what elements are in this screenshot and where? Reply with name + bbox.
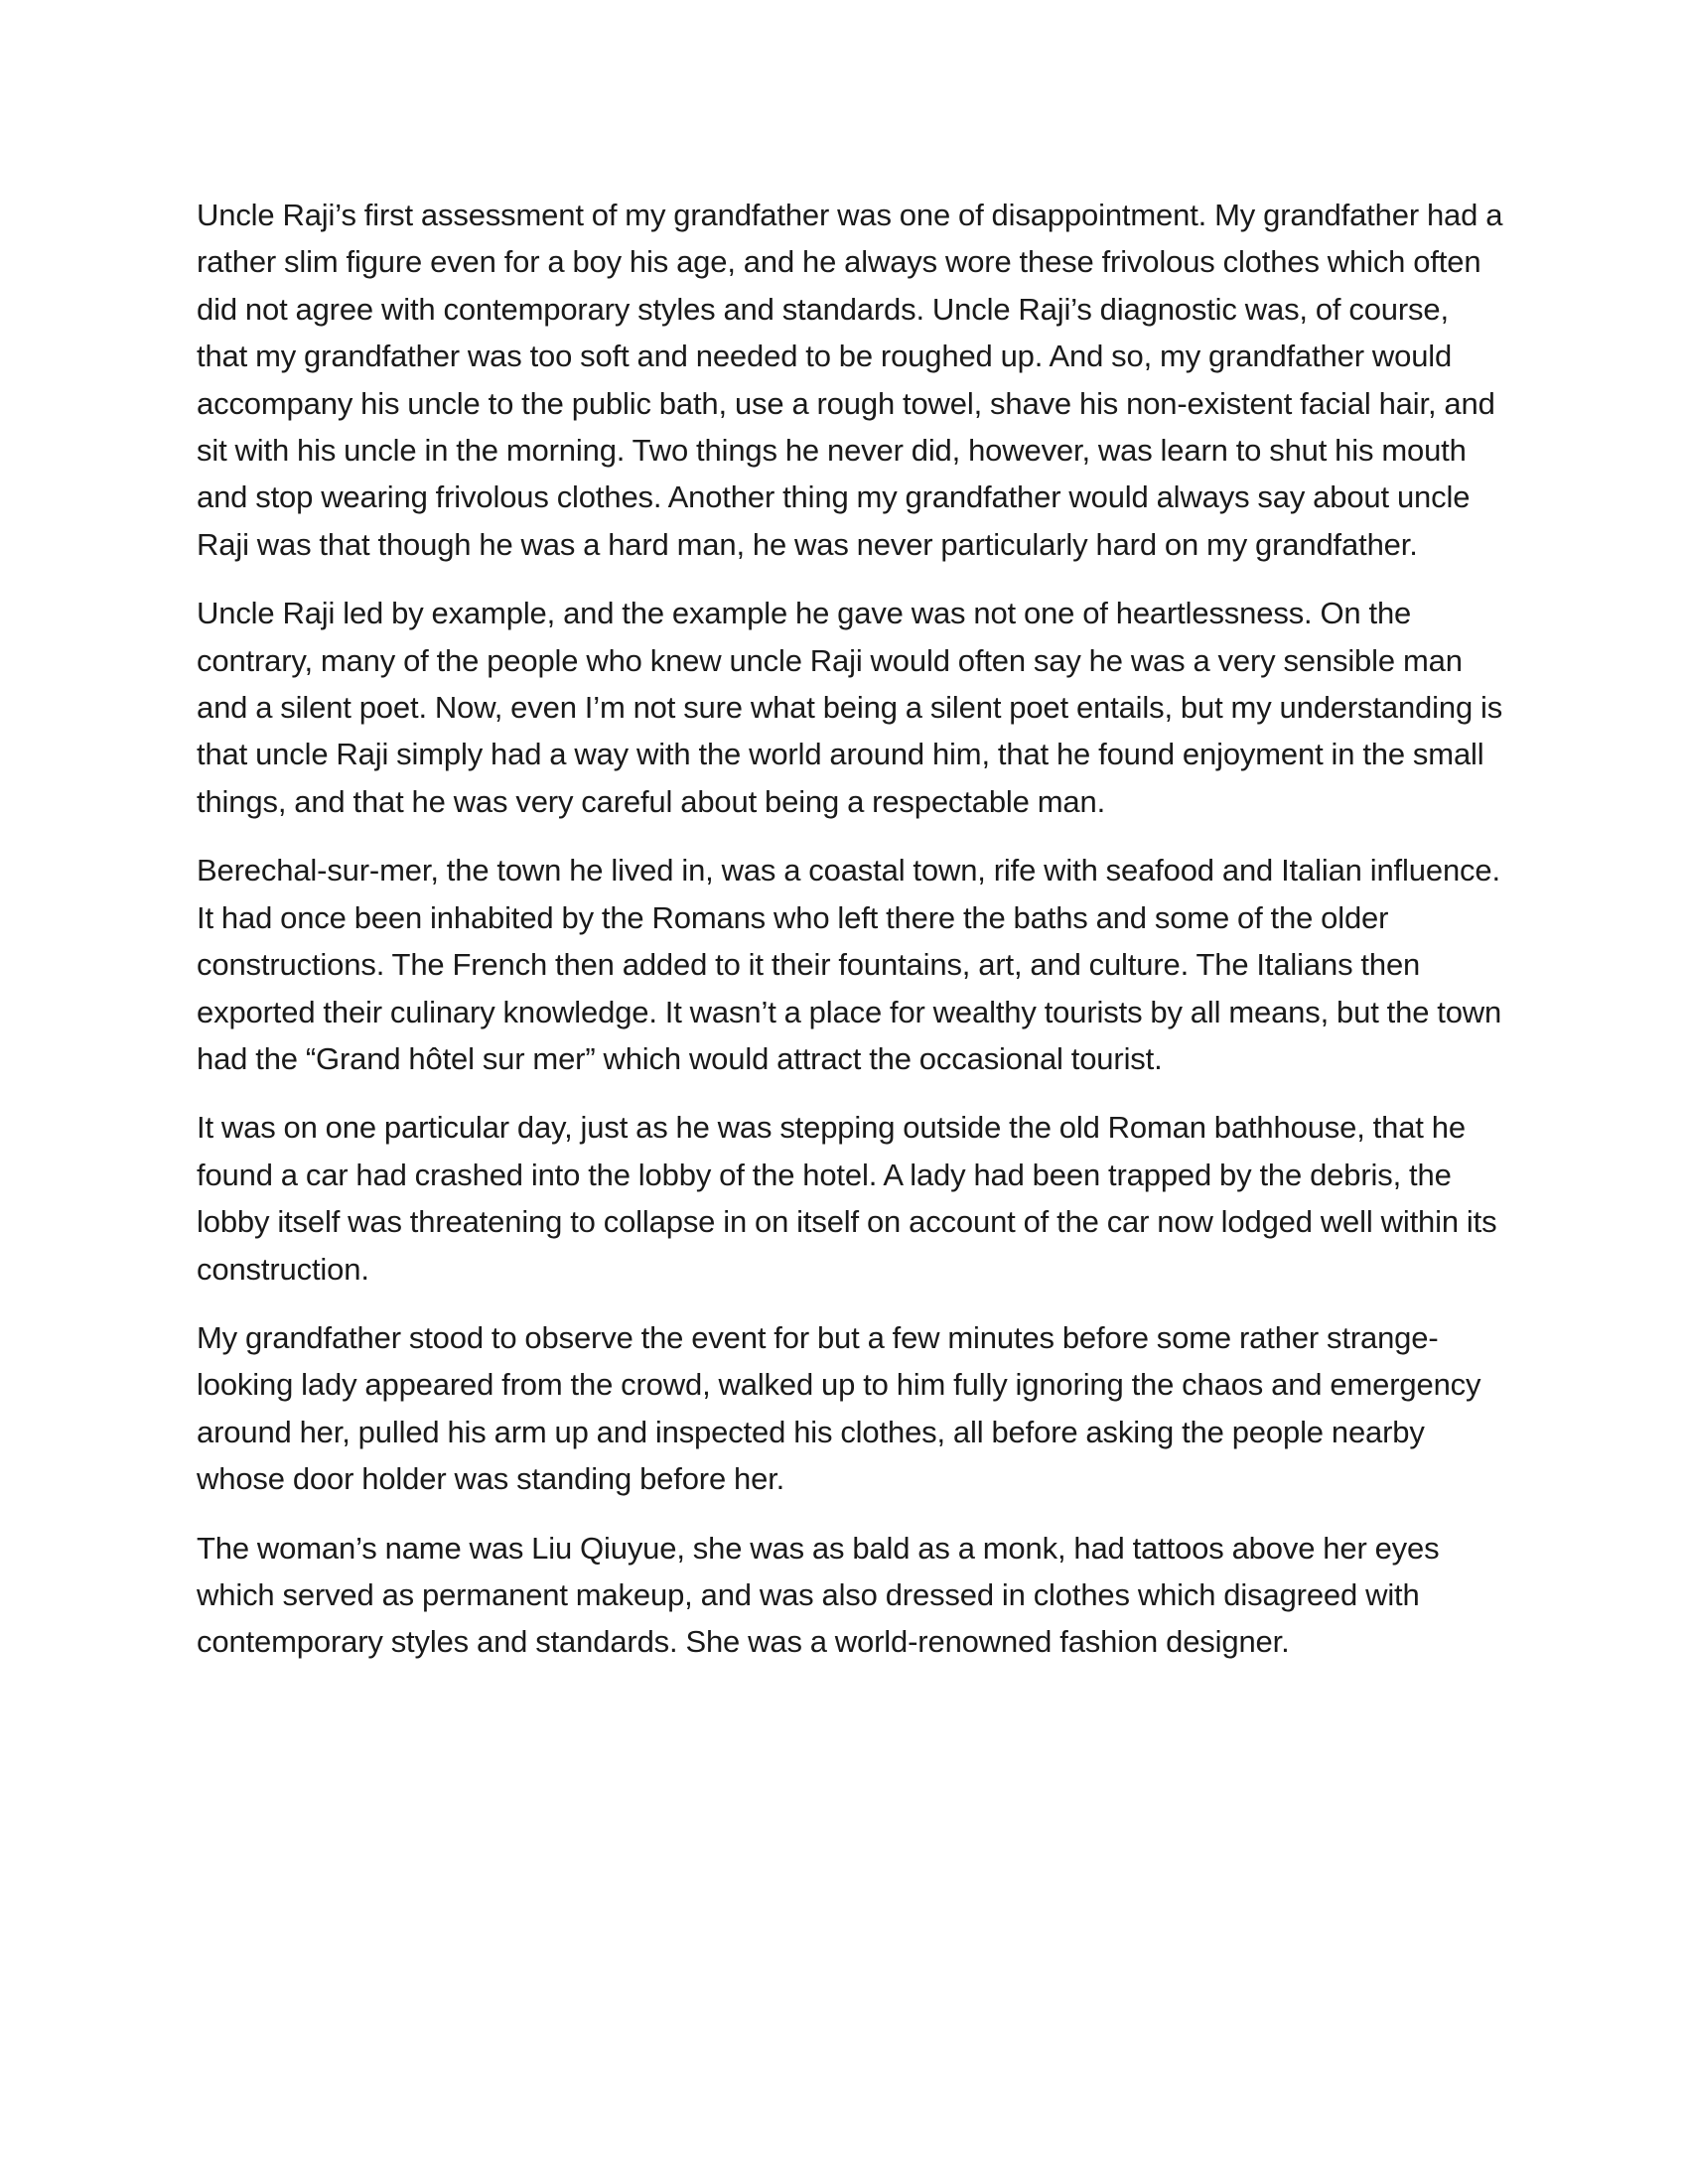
paragraph-5: My grandfather stood to observe the event for but a few minutes before some rather strange-looking lady appeared from the crowd, walked up to him fully ignoring the chaos and emergency around her, pulled his arm up and inspected his clothes, all before asking the people nearby whose door holder was standing before her. [197,1319,1481,1497]
paragraph-1: Uncle Raji’s first assessment of my grandfather was one of disappointment. My grandfather had a rather slim figure even for a boy his age, and he always wore these frivolous clothes which often did not agree with contemporary styles and standards. Uncle Raji’s diagnostic was, of course, that my grandfather was too soft and needed to be roughed up. And so, my grandfather would accompany his uncle to the public bath, use a rough towel, shave his non-existent facial hair, and sit with his uncle in the morning. Two things he never did, however, was learn to shut his mouth and stop wearing frivolous clothes. Another thing my grandfather would always say about uncle Raji was that though he was a hard man, he was never particularly hard on my grandfather. [197,198,1503,562]
body-text [197,192,1507,1688]
paragraph-2: Uncle Raji led by example, and the example he gave was not one of heartlessness. On the contrary, many of the people who knew uncle Raji would often say he was a very sensible man and a silent poet. Now, even I’m not sure what being a silent poet entails, but my understanding is that uncle Raji simply had a way with the world around him, that he found enjoyment in the small things, and that he was very careful about being a respectable man. [197,596,1503,819]
paragraph-4: It was on one particular day, just as he was stepping outside the old Roman bathhouse, that he found a car had crashed into the lobby of the hotel. A lady had been trapped by the debris, the lobby itself was threatening to collapse in on itself on account of the car now lodged well within its construction. [197,1110,1497,1287]
paragraph-3: Berechal-sur-mer, the town he lived in, was a coastal town, rife with seafood and Italian influence. It had once been inhabited by the Romans who left there the baths and some of the older constructions. The French then added to it their fountains, art, and culture. The Italians then exported their culinary knowledge. It wasn’t a place for wealthy tourists by all means, but the town had the “Grand hôtel sur mer” which would attract the occasional tourist. [197,853,1502,1076]
paragraph-6: The woman’s name was Liu Qiuyue, she was as bald as a monk, had tattoos above her eyes which served as permanent makeup, and was also dressed in clothes which disagreed with contemporary styles and standards. She was a world-renowned fashion designer. [197,1530,1440,1660]
